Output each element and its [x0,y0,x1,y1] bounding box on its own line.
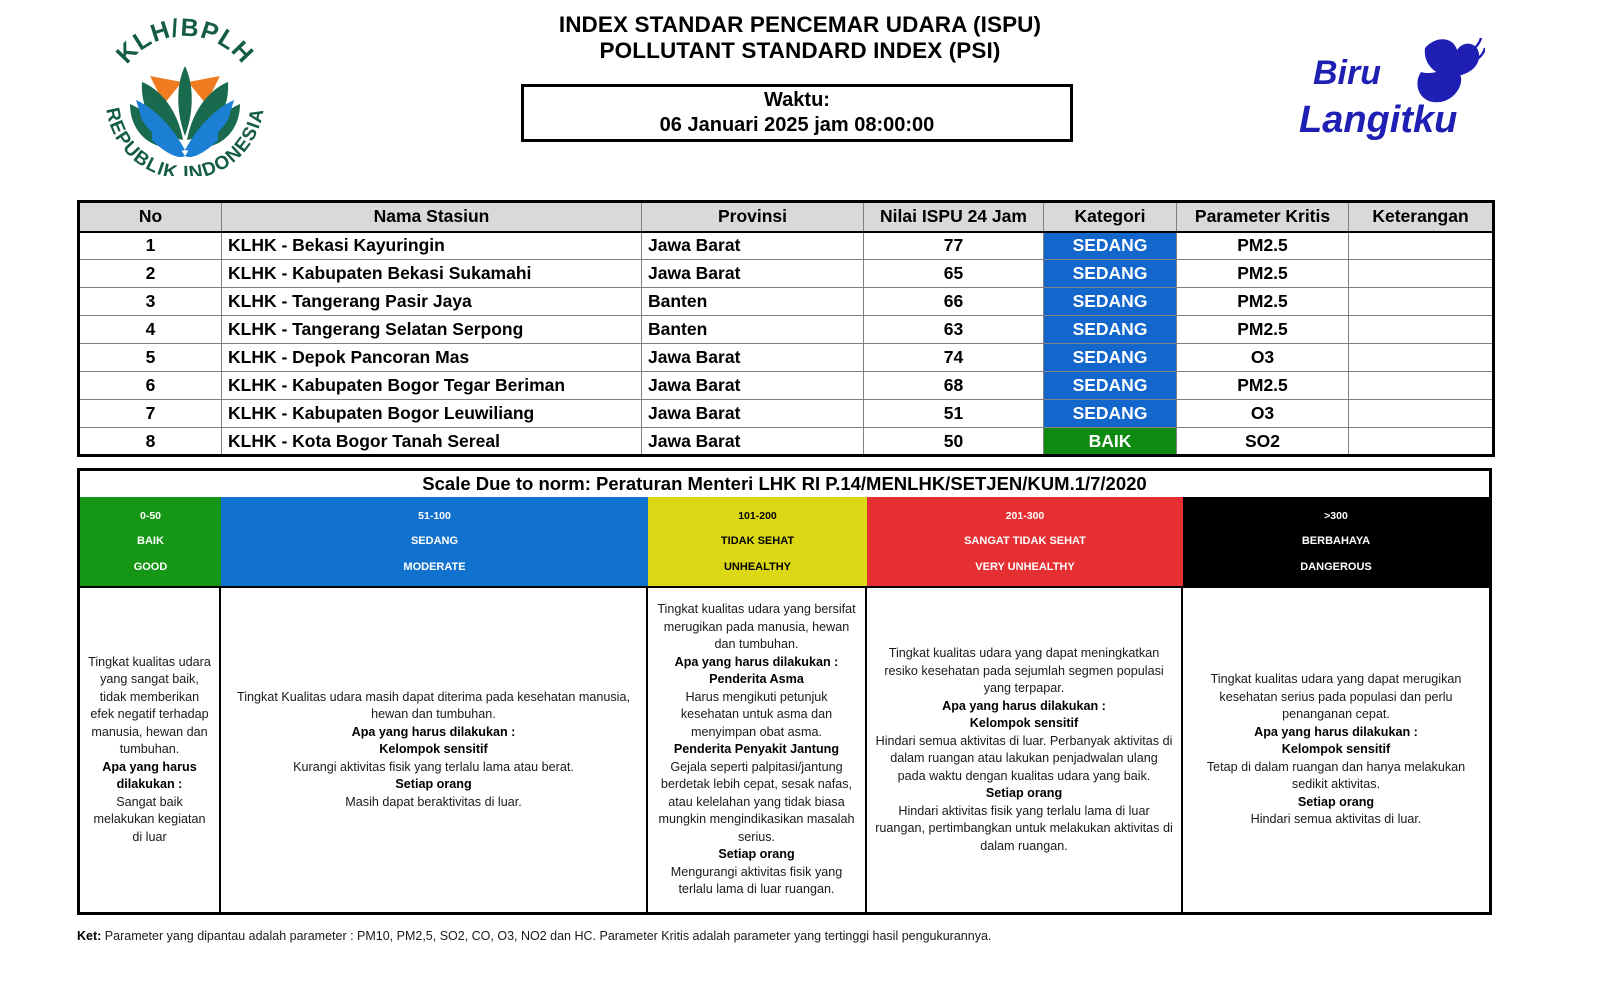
status-badge: SEDANG [1044,260,1177,288]
svg-text:Langitku: Langitku [1299,99,1458,141]
band-label-id: SEDANG [410,535,459,548]
description-intro: Tingkat kualitas udara yang sangat baik, tidak memberikan efek negatif terhadap manusia, hewan dan tumbuhan. [88,654,211,757]
row-parameter: O3 [1177,400,1349,428]
scale-band-berbahaya [1183,497,1489,586]
description-group-text: Mengurangi aktivitas fisik yang terlalu lama di luar ruangan. [670,864,843,897]
description-action-heading: Apa yang harus dilakukan : [674,654,839,669]
row-province: Jawa Barat [642,232,864,260]
table-row [79,344,1494,372]
table-row [79,428,1494,456]
ispu-scale-legend [77,468,1492,915]
description-action-heading: Apa yang harus dilakukan : [1254,724,1418,739]
row-parameter: PM2.5 [1177,232,1349,260]
row-value: 51 [864,400,1044,428]
description-group-text: Hindari aktivitas fisik yang terlalu lama di luar ruangan, pertimbangkan untuk melakukan aktivitas di dalam ruangan. [875,803,1173,853]
description-group-heading: Setiap orang [718,847,795,862]
row-parameter: PM2.5 [1177,316,1349,344]
row-province: Jawa Barat [642,344,864,372]
row-station: KLHK - Kota Bogor Tanah Sereal [222,428,642,456]
row-value: 77 [864,232,1044,260]
band-range: 101-200 [738,509,777,522]
band-label-id: BERBAHAYA [1301,535,1371,548]
column-header-value: Nilai ISPU 24 Jam [864,202,1044,232]
column-header-category: Kategori [1044,202,1177,232]
row-no: 8 [79,428,222,456]
timestamp-label: Waktu: [764,89,830,111]
row-note [1349,260,1494,288]
row-province: Banten [642,288,864,316]
biru-langitku-logo [1285,22,1485,154]
description-group-heading: Setiap orang [395,777,472,792]
description-group-heading: Penderita Penyakit Jantung [673,742,840,757]
description-action-heading: Apa yang harus dilakukan : [102,759,197,792]
band-label-id: TIDAK SEHAT [720,535,795,548]
timestamp-value: 06 Januari 2025 jam 08:00:00 [659,114,935,136]
row-note [1349,288,1494,316]
svg-text:Biru: Biru [1313,54,1381,92]
column-header-parameter: Parameter Kritis [1177,202,1349,232]
ispu-data-table [77,200,1495,457]
row-no: 7 [79,400,222,428]
table-body [79,232,1494,456]
status-badge: SEDANG [1044,400,1177,428]
status-badge: BAIK [1044,428,1177,456]
scale-band-tidak-sehat [648,497,867,586]
row-province: Jawa Barat [642,372,864,400]
row-province: Banten [642,316,864,344]
band-range: 0-50 [139,509,161,522]
row-parameter: PM2.5 [1177,288,1349,316]
column-header-no: No [79,202,222,232]
title-line-english: POLLUTANT STANDARD INDEX (PSI) [599,38,1001,63]
page-title [400,12,1200,64]
band-label-en: MODERATE [403,561,466,574]
timestamp-box [521,84,1073,142]
page-header [0,0,1600,180]
description-action-heading: Apa yang harus dilakukan : [351,724,516,739]
row-province: Jawa Barat [642,400,864,428]
row-province: Jawa Barat [642,260,864,288]
description-group-heading: Setiap orang [985,786,1063,800]
description-group-text: Tetap di dalam ruangan dan hanya melakukan sedikit aktivitas. [1206,759,1466,792]
scale-description-sedang [221,588,648,912]
table-row [79,288,1494,316]
row-note [1349,372,1494,400]
table-row [79,232,1494,260]
row-no: 3 [79,288,222,316]
footer-note [77,928,1497,944]
row-station: KLHK - Kabupaten Bogor Leuwiliang [222,400,642,428]
row-no: 4 [79,316,222,344]
row-value: 63 [864,316,1044,344]
status-badge: SEDANG [1044,316,1177,344]
table-row [79,400,1494,428]
scale-band-baik [80,497,221,586]
description-group-text: Hindari semua aktivitas di luar. Perbanyak aktivitas di dalam ruangan atau lakukan penjadwalan ulang pada waktu dengan kualitas udara yang baik. [875,733,1173,783]
description-action-heading: Apa yang harus dilakukan : [942,698,1106,713]
row-province: Jawa Barat [642,428,864,456]
row-station: KLHK - Bekasi Kayuringin [222,232,642,260]
description-group-heading: Kelompok sensitif [1281,742,1391,757]
description-group-text: Hindari semua aktivitas di luar. [1250,812,1422,827]
description-group-text: Harus mengikuti petunjuk kesehatan untuk asma dan menyimpan obat asma. [680,689,833,739]
description-group-heading: Kelompok sensitif [379,742,488,757]
row-no: 2 [79,260,222,288]
band-range: 201-300 [1005,509,1045,522]
band-range: >300 [1324,509,1348,522]
scale-description-berbahaya [1183,588,1489,912]
row-note [1349,316,1494,344]
row-value: 66 [864,288,1044,316]
row-parameter: PM2.5 [1177,260,1349,288]
row-no: 1 [79,232,222,260]
scale-band-sangat-tidak-sehat [867,497,1183,586]
row-value: 68 [864,372,1044,400]
table-header-row [79,202,1494,232]
scale-description-tidak-sehat [648,588,867,912]
description-group-text: Kurangi aktivitas fisik yang terlalu lama atau berat. [293,759,574,774]
table-row [79,260,1494,288]
row-parameter: O3 [1177,344,1349,372]
svg-text:KLH/BPLH: KLH/BPLH [110,13,260,69]
scale-title: Scale Due to norm: Peraturan Menteri LHK RI P.14/MENLHK/SETJEN/KUM.1/7/2020 [80,471,1489,497]
row-station: KLHK - Tangerang Pasir Jaya [222,288,642,316]
title-line-indonesian: INDEX STANDAR PENCEMAR UDARA (ISPU) [558,12,1042,37]
description-group-text: Sangat baik melakukan kegiatan di luar [93,794,206,844]
row-value: 74 [864,344,1044,372]
row-note [1349,232,1494,260]
footer-note-label: Ket: [77,929,102,943]
description-group-text: Masih dapat beraktivitas di luar. [345,794,522,809]
row-parameter: SO2 [1177,428,1349,456]
klh-bplh-logo [90,8,280,176]
row-station: KLHK - Kabupaten Bogor Tegar Beriman [222,372,642,400]
description-group-text: Gejala seperti palpitasi/jantung berdetak lebih cepat, sesak nafas, atau kelelahan yang tidak biasa mungkin mengindikasikan masalah serius. [658,759,855,844]
band-label-id: SANGAT TIDAK SEHAT [964,535,1086,548]
description-group-heading: Kelompok sensitif [969,716,1079,730]
row-station: KLHK - Kabupaten Bekasi Sukamahi [222,260,642,288]
row-note [1349,428,1494,456]
description-intro: Tingkat kualitas udara yang dapat meningkatkan resiko kesehatan pada sejumlah segmen populasi yang terpapar. [884,646,1164,695]
scale-description-baik [80,588,221,912]
band-label-en: DANGEROUS [1300,561,1372,574]
status-badge: SEDANG [1044,288,1177,316]
row-value: 50 [864,428,1044,456]
row-no: 5 [79,344,222,372]
band-label-id: BAIK [137,535,164,548]
scale-descriptions [80,586,1489,912]
row-station: KLHK - Depok Pancoran Mas [222,344,642,372]
footer-note-text: Parameter yang dipantau adalah parameter : PM10, PM2,5, SO2, CO, O3, NO2 dan HC. Parameter Kritis adalah parameter yang tertinggi hasil pengukurannya. [101,929,992,943]
column-header-province: Provinsi [642,202,864,232]
row-parameter: PM2.5 [1177,372,1349,400]
row-note [1349,344,1494,372]
table-row [79,372,1494,400]
band-range: 51-100 [418,509,451,522]
row-note [1349,400,1494,428]
description-group-heading: Setiap orang [1297,794,1375,809]
scale-band-sedang [221,497,648,586]
scale-description-sangat-tidak-sehat [867,588,1183,912]
row-value: 65 [864,260,1044,288]
table-row [79,316,1494,344]
status-badge: SEDANG [1044,232,1177,260]
description-group-heading: Penderita Asma [709,672,804,687]
description-intro: Tingkat kualitas udara yang bersifat merugikan pada manusia, hewan dan tumbuhan. [657,602,856,652]
band-label-en: UNHEALTHY [723,561,791,574]
svg-text:REPUBLIK INDONESIA: REPUBLIK INDONESIA [101,105,269,176]
row-station: KLHK - Tangerang Selatan Serpong [222,316,642,344]
scale-color-bands [80,497,1489,586]
description-intro: Tingkat Kualitas udara masih dapat diterima pada kesehatan manusia, hewan dan tumbuhan. [237,689,630,722]
row-no: 6 [79,372,222,400]
status-badge: SEDANG [1044,372,1177,400]
band-label-en: GOOD [133,561,168,574]
column-header-note: Keterangan [1349,202,1494,232]
status-badge: SEDANG [1044,344,1177,372]
band-label-en: VERY UNHEALTHY [975,561,1075,574]
column-header-station: Nama Stasiun [222,202,642,232]
description-intro: Tingkat kualitas udara yang dapat merugikan kesehatan serius pada populasi dan perlu penanganan cepat. [1210,672,1462,722]
